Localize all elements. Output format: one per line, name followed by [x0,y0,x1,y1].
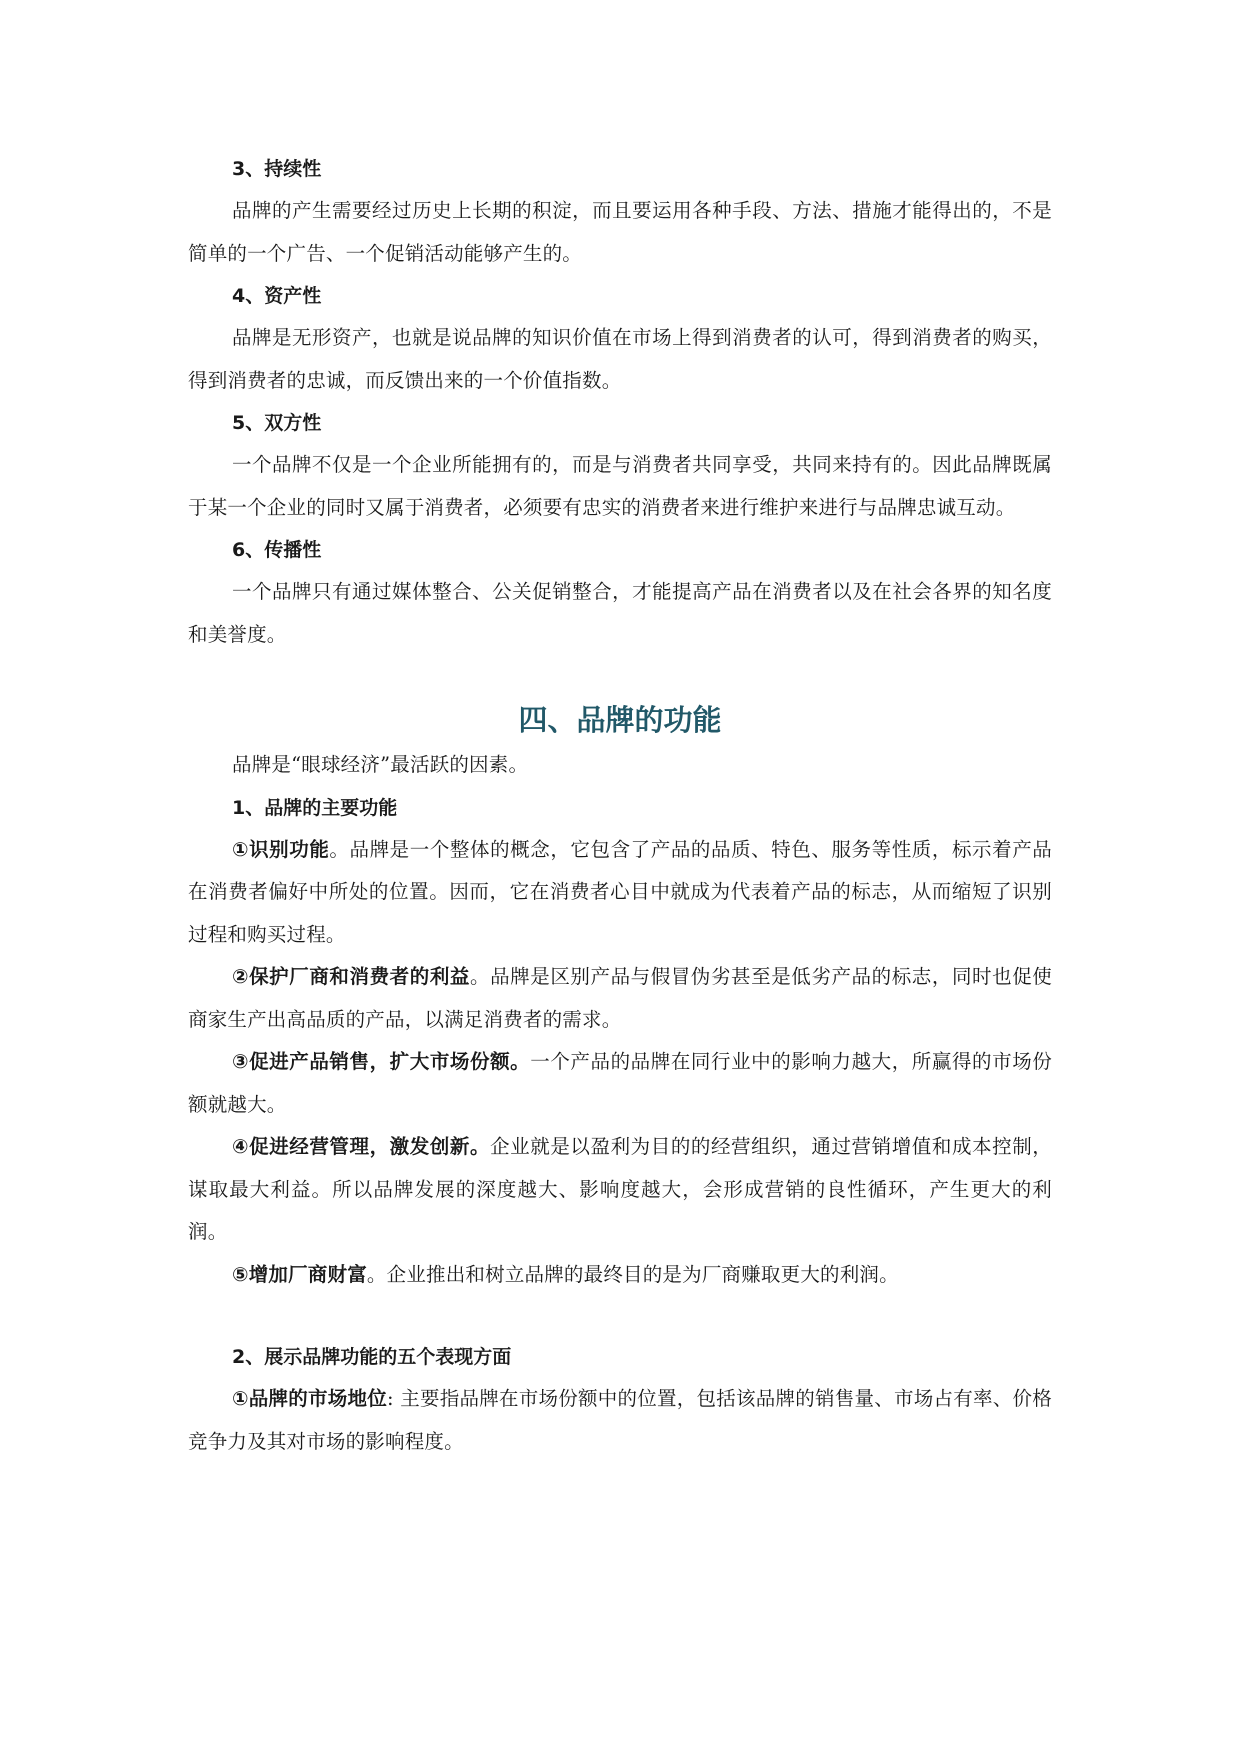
function-title: ②保护厂商和消费者的利益 [232,965,470,988]
subheading-communication: 6、传播性 [232,539,322,561]
spacer [188,656,1052,696]
paragraph: 品牌是“眼球经济”最活跃的因素。 [232,753,529,776]
function-title: ④促进经营管理，激发创新。 [232,1135,491,1158]
function-text: 一个产品的品牌在同行业中的影响力越大，所赢得的市场份额就越大。 [188,1050,1053,1116]
subheading-continuity: 3、持续性 [232,158,322,180]
paragraph-function-2 [188,956,1052,1041]
function-text: 。品牌是一个整体的概念，它包含了产品的品质、特色、服务等性质，标示着产品在消费者偏好中所处的位置。因而，它在消费者心目中就成为代表着产品的标志，从而缩短了识别过程和购买过程。 [188,837,1052,946]
paragraph-aspect-1 [188,1378,1052,1463]
paragraph: 品牌的产生需要经过历史上长期的积淀，而且要运用各种手段、方法、措施才能得出的，不是简单的一个广告、一个促销活动能够产生的。 [188,199,1052,265]
paragraph: 一个品牌只有通过媒体整合、公关促销整合，才能提高产品在消费者以及在社会各界的知名度和美誉度。 [188,580,1052,646]
paragraph-function-1 [188,829,1052,957]
paragraph: 品牌是无形资产，也就是说品牌的知识价值在市场上得到消费者的认可，得到消费者的购买，得到消费者的忠诚，而反馈出来的一个价值指数。 [188,326,1052,392]
function-title: ⑤增加厂商财富 [232,1262,367,1286]
subheading-main-functions: 1、品牌的主要功能 [232,796,398,819]
aspect-text: : 主要指品牌在市场份额中的位置，包括该品牌的销售量、市场占有率、价格竞争力及其对市场的影响程度。 [188,1387,1052,1453]
function-title: ③促进产品销售，扩大市场份额。 [232,1050,531,1073]
function-text: 。品牌是区别产品与假冒伪劣甚至是低劣产品的标志，同时也促使商家生产出高品质的产品，以满足消费者的需求。 [188,965,1052,1031]
function-title: ①识别功能 [232,837,330,861]
function-text: 。企业推出和树立品牌的最终目的是为厂商赚取更大的利润。 [366,1262,899,1286]
aspect-title: ①品牌的市场地位 [232,1387,388,1410]
section-title: 四、品牌的功能 [518,703,722,737]
paragraph: 一个品牌不仅是一个企业所能拥有的，而是与消费者共同享受，共同来持有的。因此品牌既属于某一个企业的同时又属于消费者，必须要有忠实的消费者来进行维护来进行与品牌忠诚互动。 [188,453,1052,519]
document-content [188,148,1052,1463]
spacer [188,1296,1052,1336]
subheading-asset: 4、资产性 [232,285,322,307]
function-text: 企业就是以盈利为目的的经营组织，通过营销增值和成本控制，谋取最大利益。所以品牌发展的深度越大、影响度越大，会形成营销的良性循环，产生更大的利润。 [188,1135,1052,1243]
subheading-five-aspects: 2、展示品牌功能的五个表现方面 [232,1346,512,1368]
paragraph-function-5 [188,1254,1052,1297]
subheading-bilateral: 5、双方性 [232,412,322,434]
paragraph-function-3 [188,1041,1052,1126]
paragraph-function-4 [188,1126,1052,1254]
